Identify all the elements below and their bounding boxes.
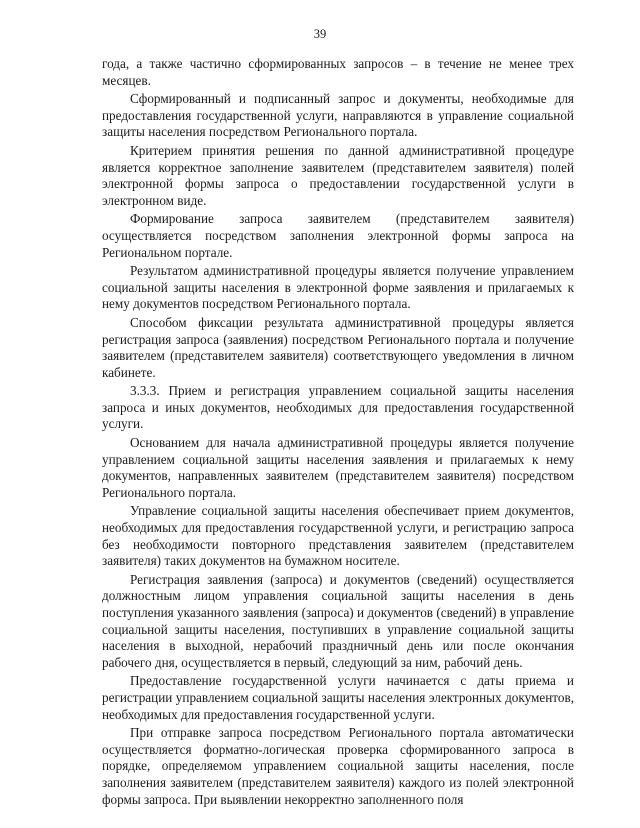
paragraph: Предоставление государственной услуги начинается с даты приема и регистрации управлением социальной защиты населения электронных документов, необходимых для предоставления государственной услуги. xyxy=(102,673,574,722)
paragraph: Сформированный и подписанный запрос и документы, необходимые для предоставления государственной услуги, направляются в управление социальной защиты населения посредством Регионального портала. xyxy=(102,91,574,140)
document-body xyxy=(102,56,574,810)
paragraph: года, а также частично сформированных запросов – в течение не менее трех месяцев. xyxy=(102,56,574,88)
page-number: 39 xyxy=(313,27,327,41)
section-heading-paragraph: 3.3.3. Прием и регистрация управлением социальной защиты населения запроса и иных документов, необходимых для предоставления государственной услуги. xyxy=(102,383,574,432)
paragraph: Формирование запроса заявителем (представителем заявителя) осуществляется посредством заполнения электронной формы запроса на Региональном портале. xyxy=(102,211,574,260)
paragraph: Основанием для начала административной процедуры является получение управлением социальной защиты населения заявления и прилагаемых к нему документов, направленных заявителем (представителем заявителя) посредством Регионального портала. xyxy=(102,435,574,500)
paragraph: Критерием принятия решения по данной административной процедуре является корректное заполнение заявителем (представителем заявителя) полей электронной формы запроса о предоставлении государственной услуги в электронном виде. xyxy=(102,142,574,208)
paragraph: Результатом административной процедуры является получение управлением социальной защиты населения в электронной форме заявления и прилагаемых к нему документов посредством Регионального портала. xyxy=(102,263,574,312)
paragraph: При отправке запроса посредством Регионального портала автоматически осуществляется форматно-логическая проверка сформированного запроса в порядке, определяемом управлением социальной защиты населения, после заполнения заявителем (представителем заявителя) каждого из полей электронной формы запроса. При выявлении некорректно заполненного поля xyxy=(102,725,574,807)
paragraph: Управление социальной защиты населения обеспечивает прием документов, необходимых для предоставления государственной услуги, и регистрацию запроса без необходимости повторного представления заявителем (представителем заявителя) таких документов на бумажном носителе. xyxy=(102,503,574,569)
paragraph: Способом фиксации результата административной процедуры является регистрация запроса (заявления) посредством Регионального портала и получение заявителем (представителем заявителя) соответствующего уведомления в личном кабинете. xyxy=(102,314,574,380)
paragraph: Регистрация заявления (запроса) и документов (сведений) осуществляется должностным лицом управления социальной защиты населения в день поступления указанного заявления (запроса) и документов (сведений) в управление социальной защиты населения, поступивших в управление социальной защиты населения в выходной, нерабочий праздничный день или после окончания рабочего дня, осуществляется в первый, следующий за ним, рабочий день. xyxy=(102,571,574,670)
